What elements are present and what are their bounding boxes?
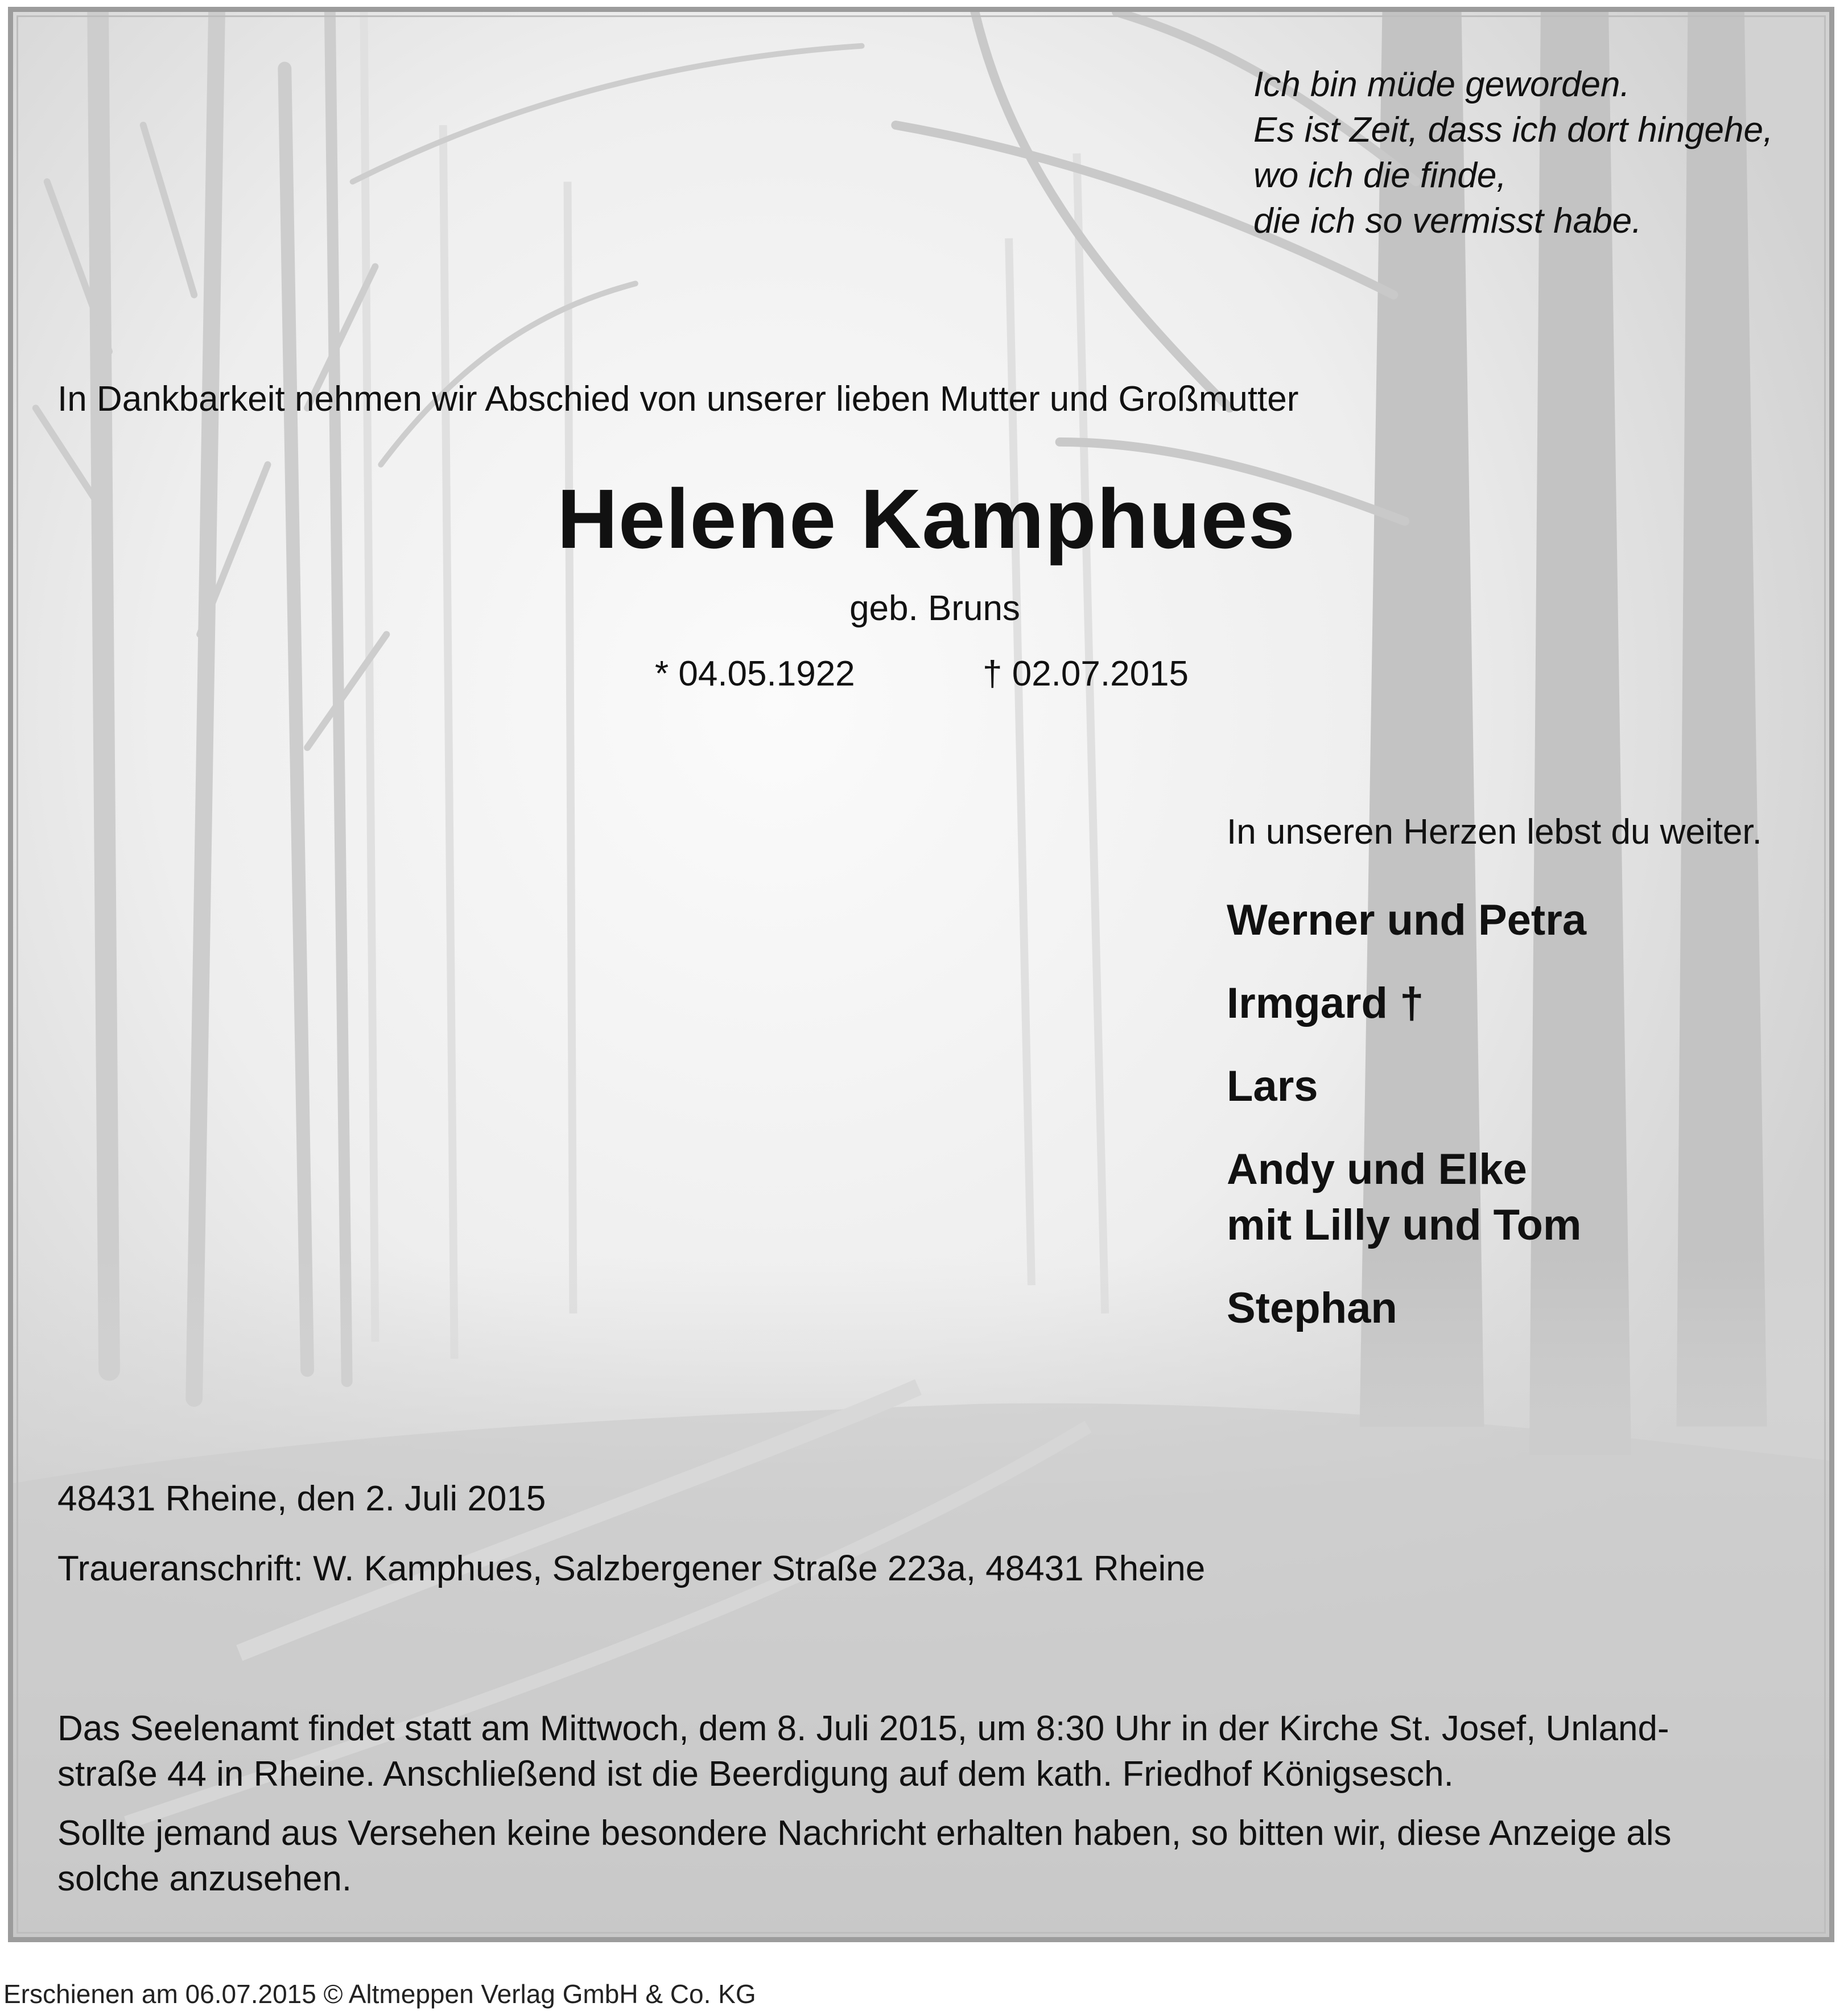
mourner-entry (1227, 1059, 1586, 1114)
service-line: Das Seelenamt findet statt am Mittwoch, dem 8. Juli 2015, um 8:30 Uhr in der Kirche St. Josef, Unland- (57, 1709, 1669, 1748)
mourner-entry (1227, 976, 1586, 1031)
mourners-list (1227, 893, 1586, 1364)
birth-date: * 04.05.1922 (655, 654, 855, 693)
mourner-name: Lars (1227, 1062, 1318, 1110)
notice-line: solche anzusehen. (57, 1859, 352, 1898)
service-paragraph (57, 1706, 1804, 1797)
mourner-entry (1227, 893, 1586, 948)
obituary-frame (8, 7, 1834, 1942)
mourner-name: Irmgard † (1227, 979, 1424, 1027)
mourner-entry (1227, 1142, 1586, 1253)
deceased-name: Helene Kamphues (556, 472, 1296, 566)
poem-line: wo ich die finde, (1253, 156, 1507, 195)
mourner-name: Werner und Petra (1227, 896, 1587, 944)
mourner-name: mit Lilly und Tom (1227, 1201, 1582, 1249)
mourner-name: Andy und Elke (1227, 1145, 1527, 1194)
poem (1253, 62, 1773, 244)
mourners-intro: In unseren Herzen lebst du weiter. (1227, 812, 1762, 852)
birth-name: geb. Bruns (849, 589, 1020, 628)
publication-footer: Erschienen am 06.07.2015 © Altmeppen Verlag GmbH & Co. KG (3, 1979, 756, 2009)
poem-line: Ich bin müde geworden. (1253, 65, 1630, 104)
service-line: straße 44 in Rheine. Anschließend ist die Beerdigung auf dem kath. Friedhof Königsesch. (57, 1754, 1454, 1794)
poem-line: Es ist Zeit, dass ich dort hingehe, (1253, 110, 1773, 150)
mourner-entry (1227, 1281, 1586, 1336)
notice-line: Sollte jemand aus Versehen keine besondere Nachricht erhalten haben, so bitten wir, diese Anzeige als (57, 1814, 1672, 1853)
service-details (57, 1706, 1804, 1915)
mourning-address: Traueranschrift: W. Kamphues, Salzbergener Straße 223a, 48431 Rheine (57, 1549, 1206, 1588)
poem-line: die ich so vermisst habe. (1253, 201, 1642, 241)
notice-paragraph (57, 1811, 1804, 1902)
mourner-name: Stephan (1227, 1284, 1397, 1332)
death-date: † 02.07.2015 (983, 654, 1189, 693)
intro-text: In Dankbarkeit nehmen wir Abschied von unserer lieben Mutter und Großmutter (57, 379, 1299, 419)
place-date: 48431 Rheine, den 2. Juli 2015 (57, 1479, 546, 1518)
